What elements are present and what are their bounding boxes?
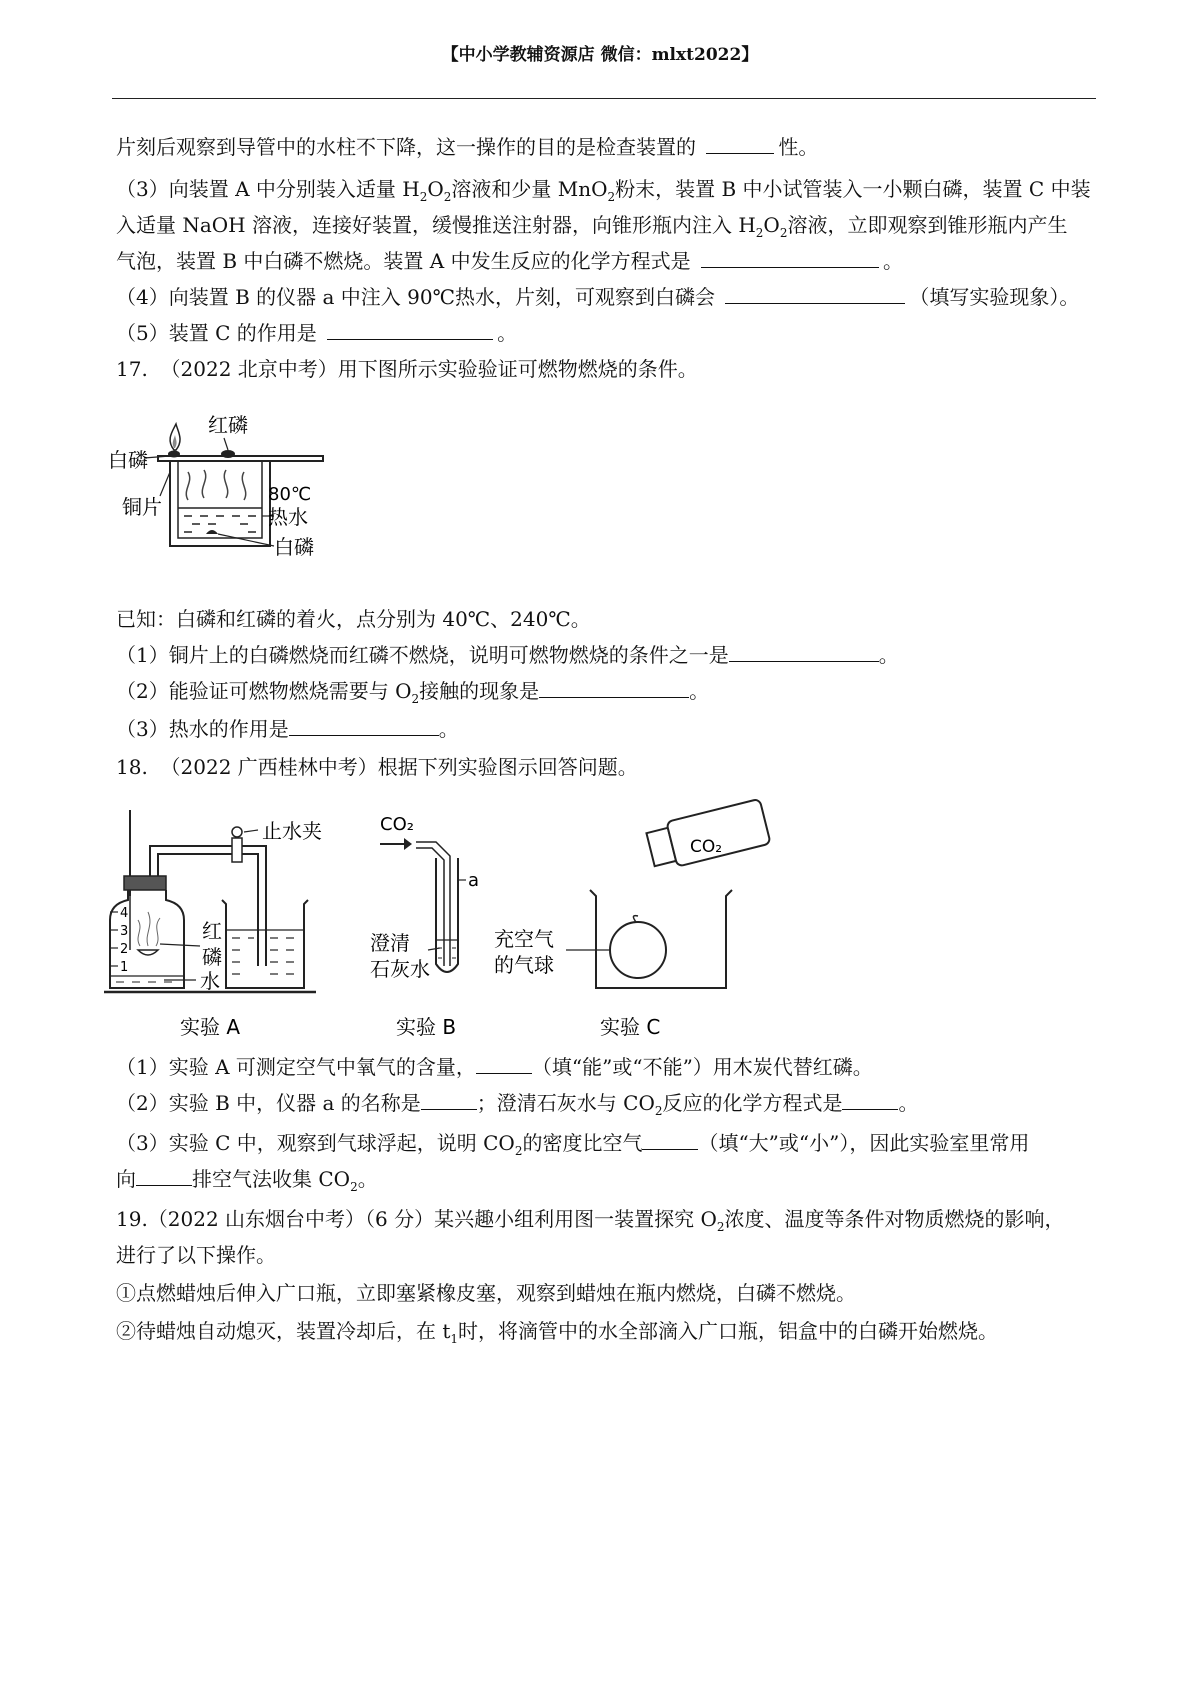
label-phosphorus: 磷 xyxy=(202,945,222,969)
caption-experiment-b: 实验 B xyxy=(396,1015,457,1039)
answer-blank[interactable] xyxy=(842,1091,898,1110)
co2-bottle xyxy=(645,799,771,872)
balloon xyxy=(610,922,666,978)
q18-text: 。 xyxy=(898,1091,919,1115)
leader-line xyxy=(224,438,228,450)
subscript: 2 xyxy=(654,1104,663,1118)
q19-step-2 xyxy=(116,1318,998,1352)
label-white-phosphorus: 白磷 xyxy=(108,448,148,472)
label-co2-b: CO₂ xyxy=(380,814,414,835)
leader-line xyxy=(160,944,200,946)
q19-text: 时，将滴管中的水全部滴入广口瓶，铝盒中的白磷开始燃烧。 xyxy=(458,1319,999,1343)
label-hot-water: 热水 xyxy=(268,505,308,529)
beaker xyxy=(170,461,270,546)
graduation-marks xyxy=(110,912,118,966)
q17-title: 17. （2022 北京中考）用下图所示实验验证可燃物燃烧的条件。 xyxy=(116,357,698,381)
answer-blank[interactable] xyxy=(327,321,493,340)
q18-part1 xyxy=(116,1054,873,1080)
q16-text: 。 xyxy=(882,249,903,273)
caption-experiment-c: 实验 C xyxy=(600,1015,661,1039)
q16-line-1 xyxy=(116,134,818,160)
q18-text: （填“能”或“不能”）用木炭代替红磷。 xyxy=(531,1055,873,1079)
test-tube xyxy=(436,858,458,972)
q16-part3-line-3 xyxy=(116,248,903,274)
label-temperature: 80℃ xyxy=(268,484,312,505)
water-hatch xyxy=(184,516,256,532)
answer-blank[interactable] xyxy=(729,643,879,662)
q17-known: 已知：白磷和红磷的着火，点分别为 40℃、240℃。 xyxy=(116,607,591,631)
grad-label-4: 4 xyxy=(120,906,129,921)
label-copper: 铜片 xyxy=(122,495,162,519)
beaker-inner xyxy=(178,461,262,538)
q16-text: 片刻后观察到导管中的水柱不下降，这一操作的目的是检查装置的 xyxy=(116,135,696,159)
q17-part3 xyxy=(116,716,459,742)
q19-text: ②待蜡烛自动熄灭，装置冷却后，在 t xyxy=(116,1319,451,1343)
subscript: 2 xyxy=(419,190,428,204)
subscript: 2 xyxy=(779,226,788,240)
subscript: 2 xyxy=(716,1220,725,1234)
experiment-a-figure xyxy=(104,800,354,1050)
q17-text: 。 xyxy=(438,717,459,741)
q17-text: 接触的现象是 xyxy=(419,679,540,703)
q16-text: 溶液和少量 MnO xyxy=(451,177,608,201)
page-header: 【中小学教辅资源店 微信：mlxt2022】 xyxy=(441,45,759,65)
label-white-phosphorus-2: 白磷 xyxy=(274,535,314,559)
caption-experiment-a: 实验 A xyxy=(180,1015,241,1039)
q16-part5 xyxy=(116,320,517,346)
label-a: a xyxy=(468,870,480,891)
q18-text: 的密度比空气 xyxy=(522,1131,643,1155)
experiment-c-figure xyxy=(494,800,800,1050)
subscript: 2 xyxy=(443,190,452,204)
grad-label-2: 2 xyxy=(120,942,129,957)
leader-line xyxy=(428,948,440,950)
label-balloon-2: 的气球 xyxy=(494,953,554,977)
subscript: 2 xyxy=(607,190,616,204)
q18-text: （3）实验 C 中，观察到气球浮起，说明 CO xyxy=(116,1131,515,1155)
q17-text: 。 xyxy=(878,643,899,667)
water-hatch xyxy=(232,938,294,974)
answer-blank[interactable] xyxy=(701,249,879,268)
q16-text: 气泡，装置 B 中白磷不燃烧。装置 A 中发生反应的化学方程式是 xyxy=(116,249,691,273)
clip-handle xyxy=(232,827,242,837)
q18-text: 排空气法收集 CO xyxy=(192,1167,351,1191)
clip-icon xyxy=(232,838,242,862)
q16-text: （4）向装置 B 的仪器 a 中注入 90℃热水，片刻，可观察到白磷会 xyxy=(116,285,715,309)
q16-text: （填写实验现象）。 xyxy=(909,285,1080,309)
q16-text: 。 xyxy=(497,321,518,345)
stopper xyxy=(124,876,166,890)
q16-part4 xyxy=(116,284,1079,310)
q18-text: 。 xyxy=(357,1167,378,1191)
label-balloon-1: 充空气 xyxy=(494,927,554,951)
q16-text: 粉末，装置 B 中小试管装入一小颗白磷，装置 C 中装 xyxy=(615,177,1091,201)
q19-line-2: 进行了以下操作。 xyxy=(116,1243,276,1267)
label-limewater-1: 澄清 xyxy=(370,931,410,955)
subscript: 2 xyxy=(411,692,420,706)
q17-text: （3）热水的作用是 xyxy=(116,717,289,741)
label-limewater-2: 石灰水 xyxy=(370,957,430,981)
q16-text: （5）装置 C 的作用是 xyxy=(116,321,317,345)
q18-part3-cont xyxy=(116,1166,378,1200)
subscript: 2 xyxy=(350,1180,358,1194)
answer-blank[interactable] xyxy=(706,135,774,154)
q19-text: 19.（2022 山东烟台中考）（6 分）某兴趣小组利用图一装置探究 O xyxy=(116,1207,717,1231)
copper-plate xyxy=(158,456,323,461)
q17-text: （1）铜片上的白磷燃烧而红磷不燃烧，说明可燃物燃烧的条件之一是 xyxy=(116,643,729,667)
q16-text: （3）向装置 A 中分别装入适量 H xyxy=(116,177,420,201)
q17-text: 。 xyxy=(689,679,710,703)
label-red: 红 xyxy=(202,919,222,943)
q18-text: （1）实验 A 可测定空气中氧气的含量， xyxy=(116,1055,476,1079)
q16-text: O xyxy=(763,213,780,237)
answer-blank[interactable] xyxy=(289,717,439,736)
q19-line-1 xyxy=(116,1206,1065,1240)
q18-text: 向 xyxy=(116,1167,136,1191)
label-co2-c: CO₂ xyxy=(690,837,723,857)
subscript: 1 xyxy=(450,1332,459,1346)
q17-text: （2）能验证可燃物燃烧需要与 O xyxy=(116,679,412,703)
leader-line xyxy=(160,472,170,496)
q17-part1 xyxy=(116,642,899,668)
q16-text: 入适量 NaOH 溶液，连接好装置，缓慢推送注射器，向锥形瓶内注入 H xyxy=(116,213,756,237)
answer-blank[interactable] xyxy=(476,1055,532,1074)
answer-blank[interactable] xyxy=(539,679,689,698)
q17-figure xyxy=(108,410,348,570)
underwater-phosphorus xyxy=(206,530,218,534)
experiment-b-figure xyxy=(370,808,510,1048)
red-phosphorus xyxy=(221,450,235,458)
q18-text: ；澄清石灰水与 CO xyxy=(476,1091,655,1115)
answer-blank[interactable] xyxy=(725,285,905,304)
leader-line xyxy=(218,534,274,546)
header-rule xyxy=(112,98,1096,99)
q16-part3-line-2 xyxy=(116,212,1067,246)
q18-part2 xyxy=(116,1090,918,1124)
q19-step-1: ①点燃蜡烛后伸入广口瓶，立即塞紧橡皮塞，观察到蜡烛在瓶内燃烧，白磷不燃烧。 xyxy=(116,1281,856,1305)
delivery-tube xyxy=(416,842,450,966)
subscript: 2 xyxy=(514,1144,523,1158)
q16-text: 性。 xyxy=(778,135,819,159)
grad-label-1: 1 xyxy=(120,960,129,975)
answer-blank[interactable] xyxy=(136,1167,192,1186)
combustion-spoon xyxy=(138,950,158,955)
q16-text: 溶液，立即观察到锥形瓶内产生 xyxy=(787,213,1068,237)
q19-text: 浓度、温度等条件对物质燃烧的影响， xyxy=(724,1207,1065,1231)
q18-text: （填“大”或“小”），因此实验室里常用 xyxy=(698,1131,1030,1155)
subscript: 2 xyxy=(755,226,764,240)
leader-line xyxy=(244,830,258,832)
q18-title: 18. （2022 广西桂林中考）根据下列实验图示回答问题。 xyxy=(116,755,638,779)
label-clip: 止水夹 xyxy=(262,819,322,843)
q16-part3-line-1 xyxy=(116,176,1091,210)
answer-blank[interactable] xyxy=(421,1091,477,1110)
label-red-phosphorus: 红磷 xyxy=(208,413,248,437)
steam-wisps xyxy=(186,470,245,500)
smoke xyxy=(138,912,160,946)
answer-blank[interactable] xyxy=(642,1131,698,1150)
grad-label-3: 3 xyxy=(120,924,129,939)
limewater-hatch xyxy=(438,948,456,958)
q18-text: 反应的化学方程式是 xyxy=(662,1091,843,1115)
q18-text: （2）实验 B 中，仪器 a 的名称是 xyxy=(116,1091,421,1115)
arrow-head xyxy=(404,838,412,850)
q18-part3 xyxy=(116,1130,1029,1164)
q17-part2 xyxy=(116,678,709,712)
q16-text: O xyxy=(427,177,444,201)
label-water: 水 xyxy=(200,969,220,993)
